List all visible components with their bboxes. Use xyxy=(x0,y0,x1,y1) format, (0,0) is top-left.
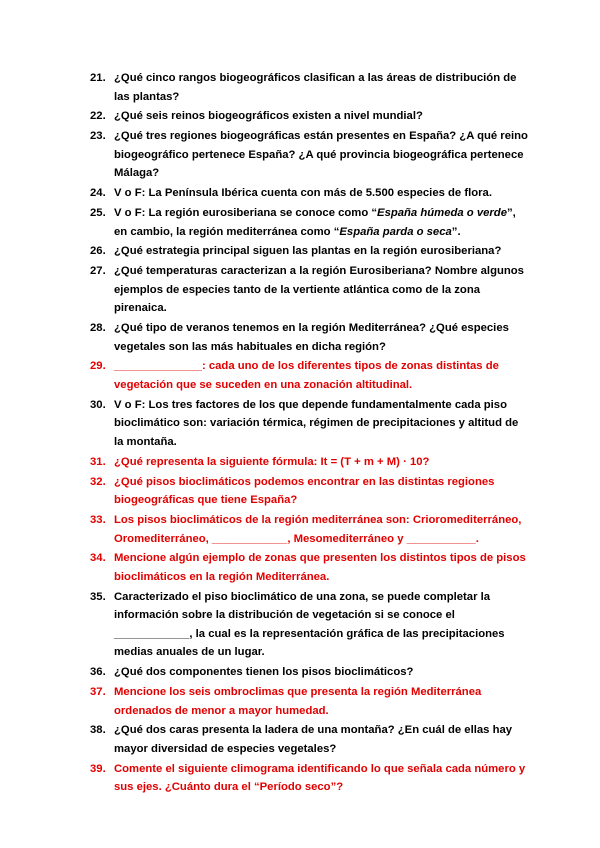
question-number: 35. xyxy=(90,590,106,603)
question-29 xyxy=(90,357,530,394)
question-number: 38. xyxy=(90,724,106,737)
question-text-part: ”, en cambio, la región mediterránea como “ xyxy=(114,206,516,238)
question-text-part: ”. xyxy=(451,225,461,238)
question-text: ¿Qué cinco rangos biogeográficos clasifican a las áreas de distribución de las plantas? xyxy=(114,72,517,103)
question-number: 27. xyxy=(90,265,106,278)
question-31 xyxy=(90,453,530,472)
question-35 xyxy=(90,588,530,662)
question-text-part: V o F: La región eurosiberiana se conoce como “ xyxy=(114,206,378,219)
question-number: 23. xyxy=(90,130,106,143)
question-number: 34. xyxy=(90,552,106,565)
question-22 xyxy=(90,107,530,126)
emphasis-term: España parda o seca xyxy=(339,225,452,238)
question-37 xyxy=(90,683,530,720)
question-number: 32. xyxy=(90,475,106,488)
question-23 xyxy=(90,127,530,183)
question-24 xyxy=(90,184,530,203)
question-text: ¿Qué dos componentes tienen los pisos bioclimáticos? xyxy=(114,666,414,679)
question-text: ¿Qué estrategia principal siguen las plantas en la región eurosiberiana? xyxy=(114,245,502,258)
question-text: ¿Qué pisos bioclimáticos podemos encontrar en las distintas regiones biogeográficas que tiene España? xyxy=(114,475,495,507)
question-36 xyxy=(90,663,530,682)
question-text: ¿Qué seis reinos biogeográficos existen a nivel mundial? xyxy=(114,110,423,123)
question-26 xyxy=(90,242,530,261)
question-number: 22. xyxy=(90,110,106,123)
question-21 xyxy=(90,69,530,106)
question-text: Comente el siguiente climograma identificando lo que señala cada número y sus ejes. ¿Cuánto dura el “Período seco”? xyxy=(114,762,526,794)
emphasis-term: España húmeda o verde xyxy=(377,206,507,219)
question-33 xyxy=(90,511,530,548)
question-text: ¿Qué dos caras presenta la ladera de una montaña? ¿En cuál de ellas hay mayor diversidad de especies vegetales? xyxy=(114,724,513,755)
question-25 xyxy=(90,204,530,241)
question-number: 26. xyxy=(90,245,106,258)
question-number: 37. xyxy=(90,686,106,698)
question-text: ______________: cada uno de los diferentes tipos de zonas distintas de vegetación que se suceden en una zonación altitudinal. xyxy=(114,360,499,391)
question-39 xyxy=(90,760,530,797)
question-30 xyxy=(90,396,530,452)
question-number: 30. xyxy=(90,398,106,411)
question-34 xyxy=(90,549,530,586)
question-number: 39. xyxy=(90,762,106,775)
question-number: 24. xyxy=(90,187,106,200)
question-text: ¿Qué temperaturas caracterizan a la región Eurosiberiana? Nombre algunos ejemplos de especies tanto de la vertiente atlántica como de la zona pirenaica. xyxy=(114,265,524,315)
question-text: ¿Qué representa la siguiente fórmula: It = (T + m + M) · 10? xyxy=(114,455,430,468)
question-27 xyxy=(90,262,530,318)
question-text: Los pisos bioclimáticos de la región mediterránea son: Crioromediterráneo, Oromediterráneo, ____________, Mesomediterráneo y ___________. xyxy=(114,513,522,545)
question-text: ¿Qué tipo de veranos tenemos en la región Mediterránea? ¿Qué especies vegetales son las más habituales en dicha región? xyxy=(114,322,509,353)
question-number: 31. xyxy=(90,455,106,468)
question-text: Mencione algún ejemplo de zonas que presenten los distintos tipos de pisos bioclimáticos en la región Mediterránea. xyxy=(114,552,526,583)
question-text: V o F: Los tres factores de los que depende fundamentalmente cada piso bioclimático son: variación térmica, régimen de precipitaciones y altitud de la montaña. xyxy=(114,398,519,448)
question-28 xyxy=(90,319,530,356)
question-number: 25. xyxy=(90,206,106,219)
question-number: 36. xyxy=(90,666,106,679)
question-text: Mencione los seis ombroclimas que presenta la región Mediterránea ordenados de menor a mayor humedad. xyxy=(114,686,482,717)
question-number: 28. xyxy=(90,322,106,335)
question-32 xyxy=(90,473,530,510)
question-text xyxy=(114,204,530,241)
question-text: Caracterizado el piso bioclimático de una zona, se puede completar la información sobre la distribución de vegetación si se conoce el ____________, la cual es la representación gráfica de las precipitaciones medias anuales de un lugar. xyxy=(114,590,505,659)
question-number: 33. xyxy=(90,513,106,526)
question-number: 29. xyxy=(90,360,106,373)
question-number: 21. xyxy=(90,72,106,84)
question-list xyxy=(90,69,530,798)
question-text: V o F: La Península Ibérica cuenta con más de 5.500 especies de flora. xyxy=(114,187,492,200)
question-38 xyxy=(90,721,530,758)
question-text: ¿Qué tres regiones biogeográficas están presentes en España? ¿A qué reino biogeográfico pertenece España? ¿A qué provincia biogeográfica pertenece Málaga? xyxy=(114,130,528,180)
